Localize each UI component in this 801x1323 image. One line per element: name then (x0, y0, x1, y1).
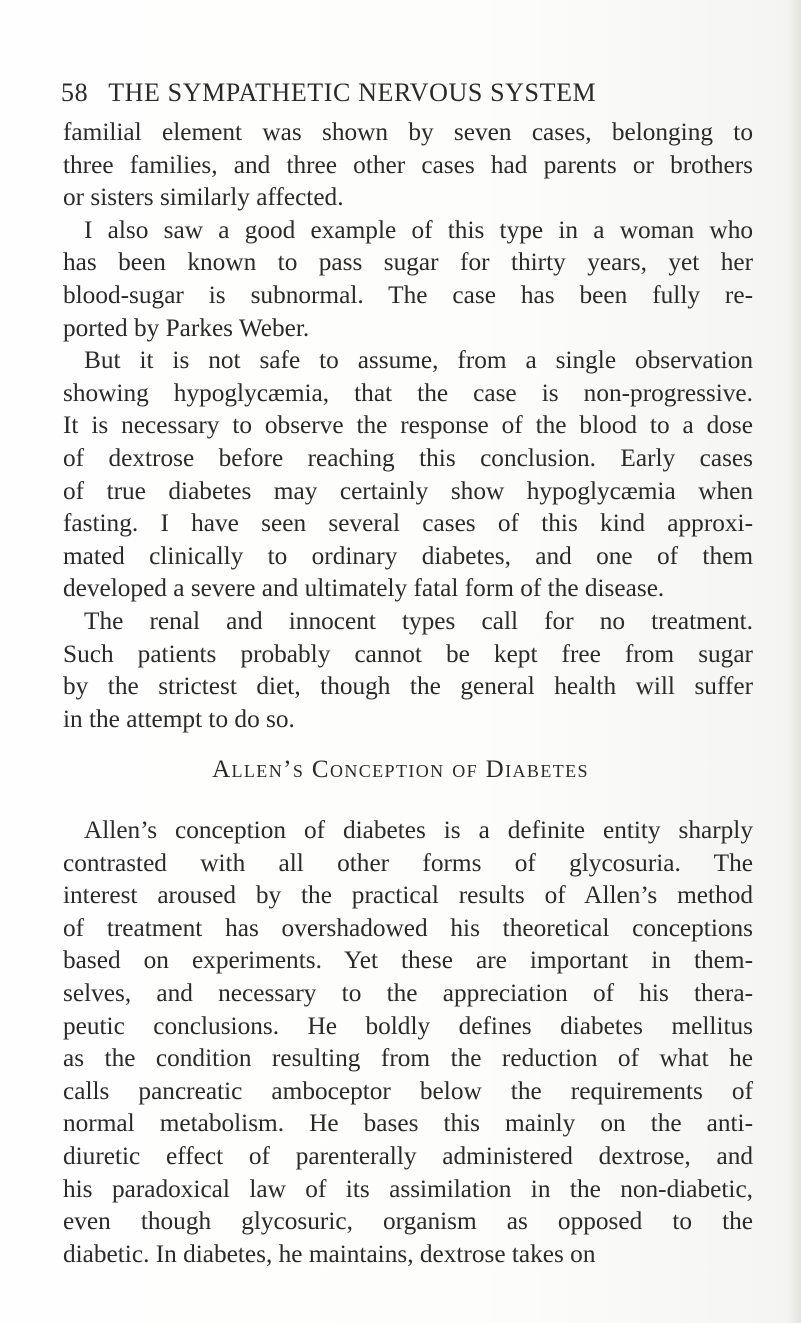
running-header (61, 78, 596, 108)
section-heading: Allen’s Conception of Diabetes (212, 756, 589, 783)
text-line: normal metabolism. He bases this mainly on the anti- (63, 1109, 753, 1138)
text-line: I also saw a good example of this type in a woman who (84, 215, 753, 244)
text-line: It is necessary to observe the response of the blood to a dose (63, 411, 753, 440)
text-line: has been known to pass sugar for thirty years, yet her (63, 248, 753, 277)
text-line: diuretic effect of parenterally administered dextrose, and (63, 1141, 753, 1170)
text-line: Allen’s conception of diabetes is a definite entity sharply (84, 816, 753, 844)
text-line: his paradoxical law of its assimilation in the non-diabetic, (63, 1174, 753, 1203)
text-line: familial element was shown by seven cases, belonging to (63, 118, 753, 146)
text-line: or sisters similarly affected. (63, 183, 344, 212)
body-text-bottom (63, 814, 753, 1270)
text-line: ported by Parkes Weber. (63, 313, 310, 342)
text-line: mated clinically to ordinary diabetes, and one of them (63, 541, 753, 570)
text-line: fasting. I have seen several cases of this kind approxi- (63, 509, 753, 538)
text-line: Such patients probably cannot be kept free from sugar (63, 639, 753, 668)
text-line: even though glycosuric, organism as opposed to the (63, 1207, 753, 1236)
text-line: selves, and necessary to the appreciation of his thera- (63, 978, 753, 1007)
text-line: three families, and three other cases had parents or brothers (63, 150, 753, 179)
text-line: blood-sugar is subnormal. The case has been fully re- (63, 280, 753, 309)
text-line: peutic conclusions. He boldly defines diabetes mellitus (63, 1011, 753, 1040)
text-line: in the attempt to do so. (63, 704, 295, 733)
text-line: of dextrose before reaching this conclusion. Early cases (63, 443, 753, 472)
text-line: by the strictest diet, though the general health will suffer (63, 672, 753, 701)
page-edge-shadow (787, 0, 801, 1323)
text-line: as the condition resulting from the reduction of what he (63, 1044, 753, 1073)
text-line: of treatment has overshadowed his theoretical conceptions (63, 913, 753, 942)
text-line: based on experiments. Yet these are important in them- (63, 946, 753, 975)
paragraph (63, 214, 753, 344)
text-line: showing hypoglycæmia, that the case is non-progressive. (63, 378, 753, 407)
text-line: of true diabetes may certainly show hypoglycæmia when (63, 476, 753, 505)
paragraph (63, 814, 753, 1270)
paragraph (63, 116, 753, 214)
paragraph (63, 344, 753, 605)
text-line: diabetic. In diabetes, he maintains, dextrose takes on (63, 1239, 596, 1268)
page-number: 58 (61, 78, 89, 107)
text-line: calls pancreatic amboceptor below the requirements of (63, 1076, 753, 1105)
text-line: developed a severe and ultimately fatal form of the disease. (63, 574, 665, 603)
running-title: THE SYMPATHETIC NERVOUS SYSTEM (108, 78, 597, 107)
text-line: But it is not safe to assume, from a single observation (84, 346, 753, 375)
body-text-top (63, 116, 753, 735)
paragraph (63, 605, 753, 735)
text-line: contrasted with all other forms of glycosuria. The (63, 848, 753, 877)
text-line: The renal and innocent types call for no treatment. (84, 606, 753, 635)
text-line: interest aroused by the practical results of Allen’s method (63, 881, 753, 910)
